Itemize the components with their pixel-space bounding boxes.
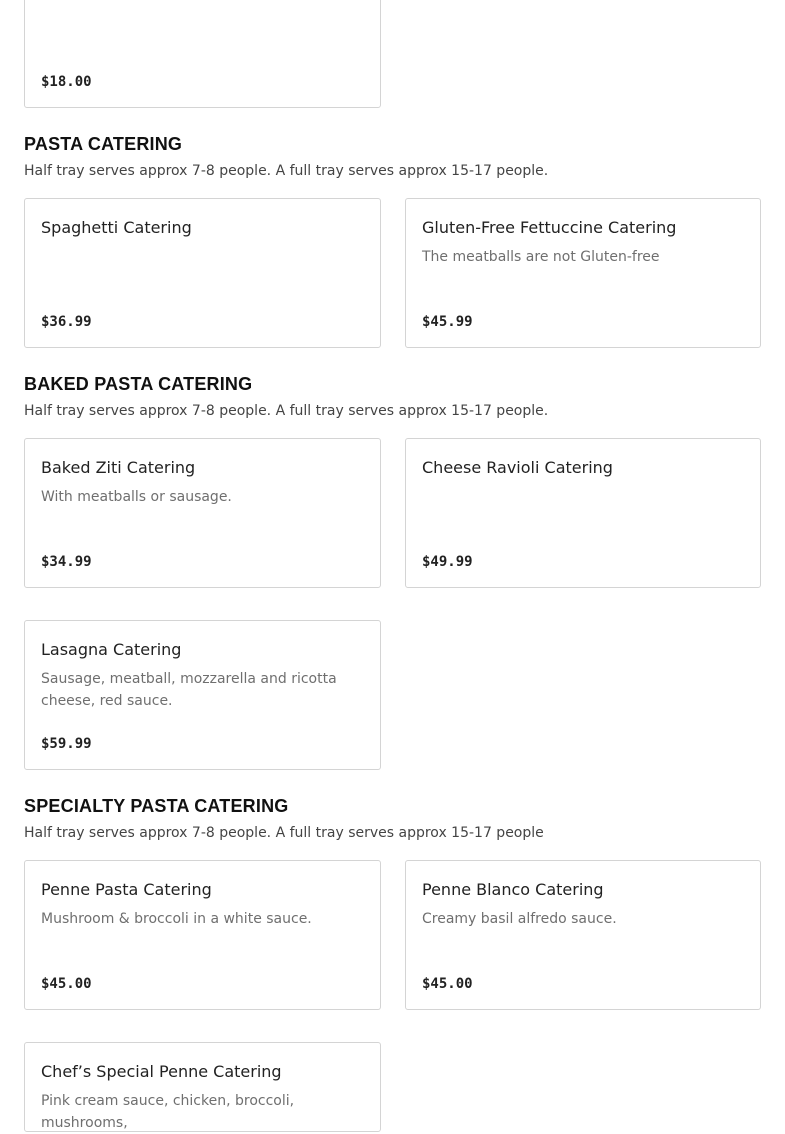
item-name: Spaghetti Catering	[41, 218, 192, 237]
menu-item-card[interactable]	[24, 438, 381, 588]
item-description: Creamy basil alfredo sauce.	[422, 911, 617, 927]
item-price: $18.00	[41, 74, 92, 90]
item-price: $59.99	[41, 736, 92, 752]
item-name: Penne Pasta Catering	[41, 880, 212, 899]
section-title: PASTA CATERING	[24, 134, 183, 154]
item-description: Mushroom & broccoli in a white sauce.	[41, 911, 312, 927]
item-name: Chef’s Special Penne Catering	[41, 1062, 282, 1081]
section-subtitle: Half tray serves approx 7-8 people. A full tray serves approx 15-17 people.	[24, 163, 549, 179]
section-title: BAKED PASTA CATERING	[24, 374, 253, 394]
menu-item-card[interactable]	[24, 1042, 381, 1132]
item-description: Sausage, meatball, mozzarella and ricotta cheese, red sauce.	[41, 671, 337, 709]
item-description: The meatballs are not Gluten-free	[422, 249, 660, 265]
menu-item-card[interactable]	[405, 438, 761, 588]
menu-item-card[interactable]	[24, 620, 381, 770]
item-price: $45.00	[41, 976, 92, 992]
menu-item-card[interactable]	[405, 860, 761, 1010]
item-price: $45.00	[422, 976, 473, 992]
item-price: $49.99	[422, 554, 473, 570]
item-description: Pink cream sauce, chicken, broccoli, mushrooms,	[41, 1093, 295, 1131]
section-subtitle: Half tray serves approx 7-8 people. A full tray serves approx 15-17 people	[24, 825, 544, 841]
item-price: $34.99	[41, 554, 92, 570]
item-name: Lasagna Catering	[41, 640, 182, 659]
menu-item-card[interactable]	[24, 0, 381, 108]
section-subtitle: Half tray serves approx 7-8 people. A full tray serves approx 15-17 people.	[24, 403, 549, 419]
item-price: $36.99	[41, 314, 92, 330]
menu-item-card[interactable]	[405, 198, 761, 348]
item-name: Penne Blanco Catering	[422, 880, 604, 899]
item-name: Baked Ziti Catering	[41, 458, 196, 477]
item-name: Cheese Ravioli Catering	[422, 458, 613, 477]
menu-item-card[interactable]	[24, 198, 381, 348]
section-title: SPECIALTY PASTA CATERING	[24, 796, 289, 816]
item-price: $45.99	[422, 314, 473, 330]
item-name: Gluten-Free Fettuccine Catering	[422, 218, 677, 237]
menu-item-card[interactable]	[24, 860, 381, 1010]
item-description: With meatballs or sausage.	[41, 489, 232, 505]
